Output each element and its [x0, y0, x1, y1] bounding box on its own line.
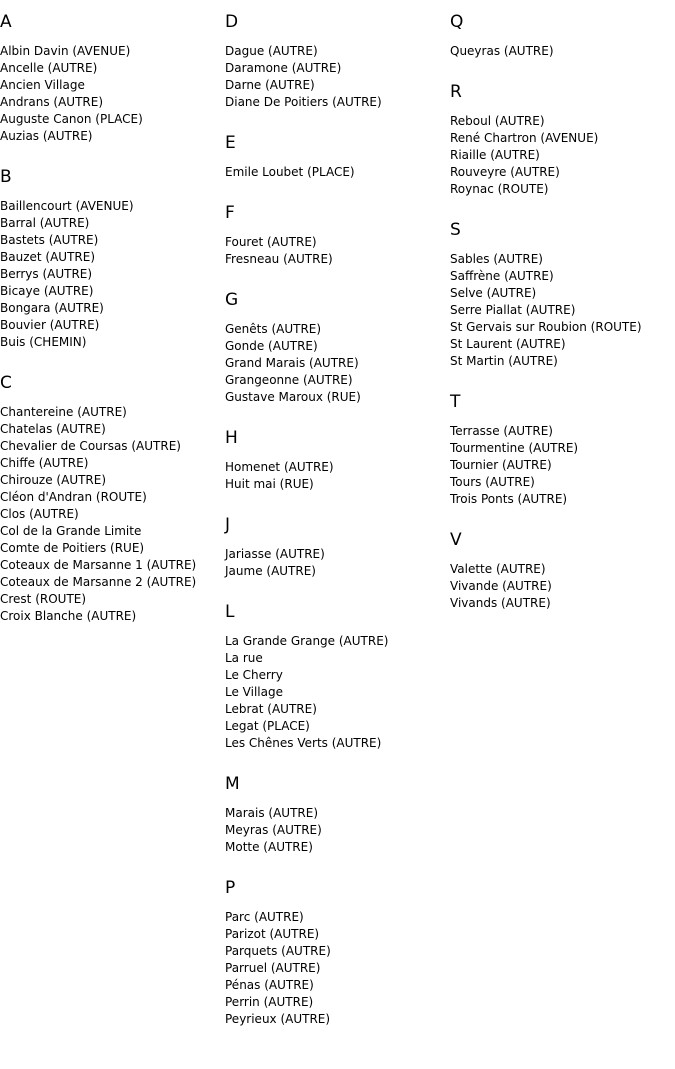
letter-section [450, 530, 675, 612]
letter-section [225, 133, 447, 181]
street-item[interactable]: Auzias (AUTRE) [0, 129, 93, 143]
street-item[interactable]: Coteaux de Marsanne 2 (AUTRE) [0, 575, 197, 589]
street-item[interactable]: St Gervais sur Roubion (ROUTE) [450, 320, 642, 334]
street-item[interactable]: Homenet (AUTRE) [225, 460, 334, 474]
street-item[interactable]: St Martin (AUTRE) [450, 354, 558, 368]
street-item[interactable]: Chantereine (AUTRE) [0, 405, 127, 419]
letter-section [225, 428, 447, 493]
letter-heading: P [225, 878, 236, 898]
street-item[interactable]: Rouveyre (AUTRE) [450, 165, 560, 179]
street-item[interactable]: Meyras (AUTRE) [225, 823, 322, 837]
letter-section [450, 392, 675, 508]
street-item[interactable]: Bauzet (AUTRE) [0, 250, 95, 264]
street-item[interactable]: Parc (AUTRE) [225, 910, 304, 924]
street-list [225, 546, 447, 580]
street-item[interactable]: Albin Davin (AVENUE) [0, 44, 131, 58]
street-item[interactable]: Parizot (AUTRE) [225, 927, 320, 941]
street-item[interactable]: Berrys (AUTRE) [0, 267, 93, 281]
letter-section [225, 290, 447, 406]
street-item[interactable]: Tours (AUTRE) [450, 475, 535, 489]
street-item[interactable]: Coteaux de Marsanne 1 (AUTRE) [0, 558, 197, 572]
street-item[interactable]: Cléon d'Andran (ROUTE) [0, 490, 147, 504]
letter-heading: V [450, 530, 462, 550]
letter-section [450, 82, 675, 198]
street-item[interactable]: Auguste Canon (PLACE) [0, 112, 143, 126]
letter-heading: A [0, 12, 12, 32]
street-list [450, 43, 675, 60]
street-item[interactable]: Reboul (AUTRE) [450, 114, 545, 128]
street-item[interactable]: Peyrieux (AUTRE) [225, 1012, 331, 1026]
street-item[interactable]: Jariasse (AUTRE) [225, 547, 325, 561]
street-item[interactable]: Buis (CHEMIN) [0, 335, 87, 349]
street-item[interactable]: Ancien Village [0, 78, 85, 92]
street-list [225, 234, 447, 268]
letter-section [225, 602, 447, 752]
street-item[interactable]: Lebrat (AUTRE) [225, 702, 317, 716]
street-list [450, 561, 675, 612]
street-list [450, 251, 675, 370]
letter-heading: S [450, 220, 461, 240]
letter-heading: M [225, 774, 240, 794]
street-item[interactable]: Barral (AUTRE) [0, 216, 90, 230]
letter-section [450, 220, 675, 370]
letter-heading: C [0, 373, 12, 393]
street-item[interactable]: Vivande (AUTRE) [450, 579, 552, 593]
street-item[interactable]: Andrans (AUTRE) [0, 95, 103, 109]
street-item[interactable]: Emile Loubet (PLACE) [225, 165, 355, 179]
street-item[interactable]: Dague (AUTRE) [225, 44, 318, 58]
street-item[interactable]: Baillencourt (AVENUE) [0, 199, 134, 213]
letter-heading: R [450, 82, 462, 102]
street-list [0, 198, 222, 351]
street-list [0, 43, 222, 145]
letter-heading: E [225, 133, 236, 153]
letter-heading: D [225, 12, 239, 32]
letter-heading: H [225, 428, 238, 448]
street-item[interactable]: Legat (PLACE) [225, 719, 310, 733]
index-column [0, 0, 222, 625]
street-list [225, 43, 447, 111]
street-item[interactable]: Tournier (AUTRE) [450, 458, 552, 472]
street-list [450, 423, 675, 508]
street-item[interactable]: René Chartron (AVENUE) [450, 131, 599, 145]
street-item[interactable]: Crest (ROUTE) [0, 592, 87, 606]
street-list [225, 164, 447, 181]
street-item[interactable]: Bouvier (AUTRE) [0, 318, 100, 332]
street-item[interactable]: Fouret (AUTRE) [225, 235, 317, 249]
street-item[interactable]: La rue [225, 651, 263, 665]
letter-heading: J [225, 515, 231, 535]
street-item[interactable]: Huit mai (RUE) [225, 477, 314, 491]
street-item[interactable]: Les Chênes Verts (AUTRE) [225, 736, 382, 750]
street-item[interactable]: Gustave Maroux (RUE) [225, 390, 361, 404]
street-item[interactable]: Fresneau (AUTRE) [225, 252, 333, 266]
street-item[interactable]: Sables (AUTRE) [450, 252, 543, 266]
street-item[interactable]: Jaume (AUTRE) [225, 564, 316, 578]
letter-section [225, 12, 447, 111]
street-item[interactable]: Valette (AUTRE) [450, 562, 546, 576]
street-item[interactable]: Clos (AUTRE) [0, 507, 79, 521]
street-item[interactable]: Col de la Grande Limite [0, 524, 142, 538]
street-item[interactable]: Comte de Poitiers (RUE) [0, 541, 145, 555]
street-item[interactable]: Parquets (AUTRE) [225, 944, 331, 958]
street-item[interactable]: Pénas (AUTRE) [225, 978, 314, 992]
street-item[interactable]: Motte (AUTRE) [225, 840, 313, 854]
street-list [225, 321, 447, 406]
letter-section [225, 515, 447, 580]
letter-heading: F [225, 203, 235, 223]
letter-section [450, 12, 675, 60]
street-item[interactable]: Croix Blanche (AUTRE) [0, 609, 137, 623]
street-item[interactable]: La Grande Grange (AUTRE) [225, 634, 389, 648]
letter-heading: G [225, 290, 239, 310]
street-item[interactable]: St Laurent (AUTRE) [450, 337, 566, 351]
letter-section [225, 203, 447, 268]
street-item[interactable]: Queyras (AUTRE) [450, 44, 554, 58]
street-item[interactable]: Tourmentine (AUTRE) [450, 441, 579, 455]
letter-heading: B [0, 167, 12, 187]
street-item[interactable]: Serre Piallat (AUTRE) [450, 303, 576, 317]
street-item[interactable]: Gonde (AUTRE) [225, 339, 318, 353]
letter-heading: L [225, 602, 235, 622]
street-item[interactable]: Le Cherry [225, 668, 283, 682]
index-column [450, 0, 675, 612]
street-item[interactable]: Parruel (AUTRE) [225, 961, 321, 975]
street-list [225, 633, 447, 752]
street-item[interactable]: Chiffe (AUTRE) [0, 456, 89, 470]
street-item[interactable]: Genêts (AUTRE) [225, 322, 322, 336]
index-column [225, 0, 447, 1028]
street-item[interactable]: Grand Marais (AUTRE) [225, 356, 359, 370]
street-item[interactable]: Chatelas (AUTRE) [0, 422, 106, 436]
street-item[interactable]: Ancelle (AUTRE) [0, 61, 98, 75]
street-item[interactable]: Selve (AUTRE) [450, 286, 537, 300]
street-item[interactable]: Vivands (AUTRE) [450, 596, 551, 610]
street-item[interactable]: Darne (AUTRE) [225, 78, 315, 92]
street-item[interactable]: Marais (AUTRE) [225, 806, 318, 820]
street-list [225, 459, 447, 493]
street-item[interactable]: Roynac (ROUTE) [450, 182, 549, 196]
street-item[interactable]: Bicaye (AUTRE) [0, 284, 94, 298]
street-list [225, 805, 447, 856]
street-item[interactable]: Daramone (AUTRE) [225, 61, 342, 75]
street-item[interactable]: Diane De Poitiers (AUTRE) [225, 95, 382, 109]
letter-section [225, 878, 447, 1028]
street-item[interactable]: Terrasse (AUTRE) [450, 424, 553, 438]
street-item[interactable]: Bastets (AUTRE) [0, 233, 99, 247]
street-list [450, 113, 675, 198]
letter-section [225, 774, 447, 856]
street-item[interactable]: Chirouze (AUTRE) [0, 473, 107, 487]
street-item[interactable]: Trois Ponts (AUTRE) [450, 492, 568, 506]
letter-section [0, 373, 222, 625]
street-item[interactable]: Bongara (AUTRE) [0, 301, 104, 315]
street-item[interactable]: Grangeonne (AUTRE) [225, 373, 353, 387]
street-list [225, 909, 447, 1028]
letter-section [0, 167, 222, 351]
street-item[interactable]: Saffrène (AUTRE) [450, 269, 554, 283]
street-item[interactable]: Le Village [225, 685, 283, 699]
letter-heading: T [450, 392, 461, 412]
street-list [0, 404, 222, 625]
street-item[interactable]: Perrin (AUTRE) [225, 995, 314, 1009]
letter-section [0, 12, 222, 145]
letter-heading: Q [450, 12, 464, 32]
street-item[interactable]: Riaille (AUTRE) [450, 148, 540, 162]
street-item[interactable]: Chevalier de Coursas (AUTRE) [0, 439, 181, 453]
